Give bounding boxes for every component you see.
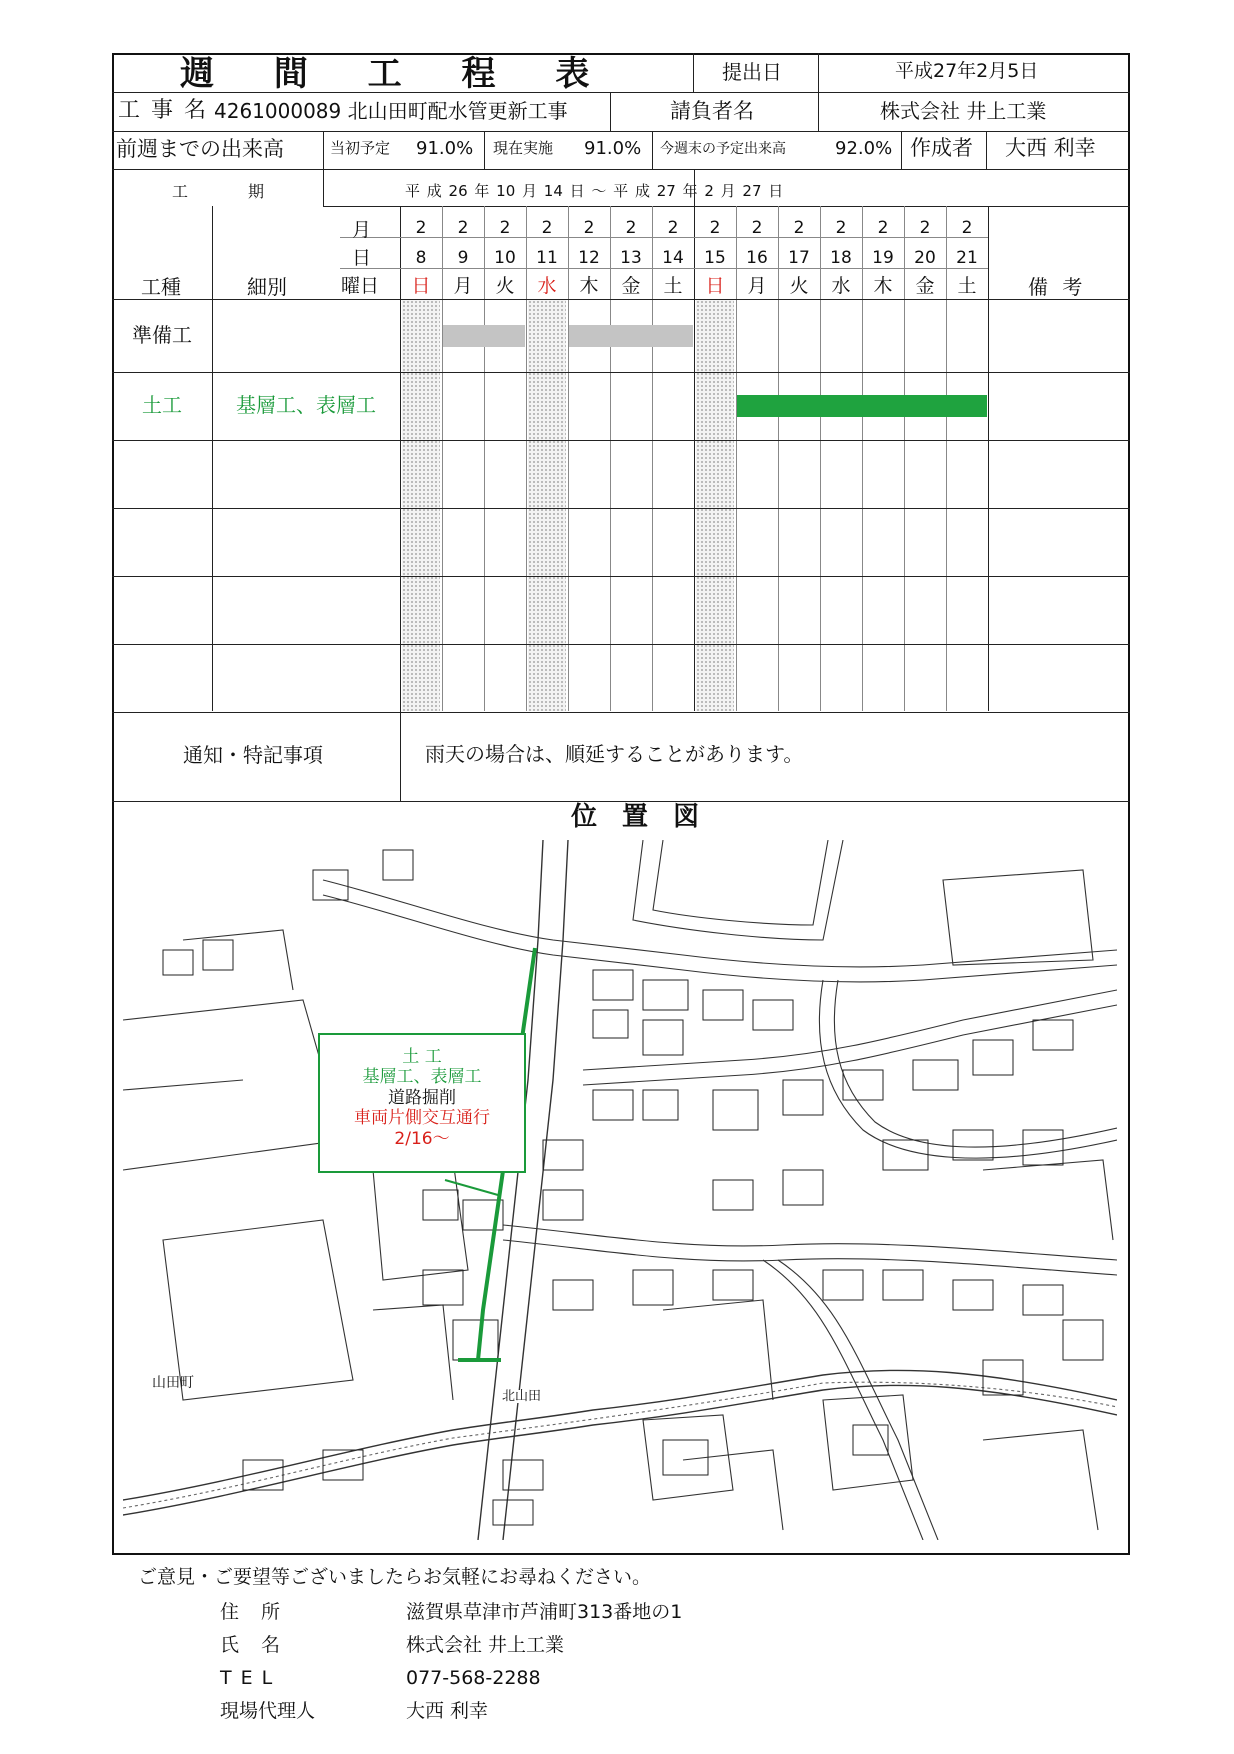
work-name-label: 工 事 名 — [118, 98, 208, 123]
remarks-column-label: 備 考 — [1028, 275, 1087, 299]
day-number: 11 — [536, 248, 558, 268]
task-row — [112, 644, 1130, 712]
period-text: 平 成 26 年 10 月 14 日 ～ 平 成 27 年 2 月 27 日 — [405, 182, 784, 200]
address-value: 滋賀県草津市芦浦町313番地の1 — [406, 1601, 683, 1623]
month-row-label: 月 — [352, 219, 372, 241]
task-detail: 基層工、表層工 — [236, 393, 376, 417]
day-weekday: 木 — [873, 275, 893, 297]
day-number: 8 — [415, 248, 427, 268]
callout-line-1: 土 工 — [402, 1047, 442, 1067]
day-month: 2 — [541, 218, 553, 238]
schedule-bar — [737, 395, 987, 417]
day-month: 2 — [793, 218, 805, 238]
day-weekday: 月 — [747, 275, 767, 297]
submit-date-label: 提出日 — [722, 60, 782, 84]
day-weekday: 土 — [957, 275, 977, 297]
callout-line-2: 基層工、表層工 — [362, 1067, 482, 1088]
day-number: 16 — [746, 248, 768, 268]
construction-callout — [318, 1033, 526, 1173]
day-month: 2 — [835, 218, 847, 238]
name-value: 株式会社 井上工業 — [406, 1634, 565, 1656]
day-month: 2 — [583, 218, 595, 238]
task-type: 準備工 — [132, 322, 192, 347]
actual-value: 91.0% — [584, 138, 642, 159]
callout-line-3: 道路掘削 — [388, 1087, 456, 1108]
notice-text: 雨天の場合は、順延することがあります。 — [425, 742, 804, 766]
day-month: 2 — [751, 218, 763, 238]
day-month: 2 — [919, 218, 931, 238]
task-row — [112, 508, 1130, 576]
day-weekday: 水 — [537, 275, 557, 297]
schedule-bar — [569, 325, 693, 347]
planned-value: 91.0% — [416, 138, 474, 159]
author-name: 大西 利幸 — [1005, 136, 1096, 160]
agent-value: 大西 利幸 — [406, 1700, 489, 1722]
day-month: 2 — [415, 218, 427, 238]
task-type: 土工 — [142, 393, 182, 417]
map-title: 位 置 図 — [571, 802, 708, 832]
map-drawing — [123, 840, 1117, 1540]
day-number: 14 — [662, 248, 684, 268]
location-map — [123, 840, 1117, 1540]
contractor-label: 請負者名 — [670, 99, 754, 123]
tel-label: TEL — [220, 1667, 282, 1689]
week-end-label: 今週末の予定出来高 — [660, 141, 786, 157]
day-weekday: 日 — [411, 275, 431, 297]
day-month: 2 — [709, 218, 721, 238]
day-weekday: 月 — [453, 275, 473, 297]
day-weekday: 木 — [579, 275, 599, 297]
name-label: 氏 名 — [220, 1634, 289, 1656]
page-title: 週 間 工 程 表 — [180, 54, 614, 94]
planned-label: 当初予定 — [330, 139, 391, 157]
author-label: 作成者 — [910, 136, 973, 160]
submit-date: 平成27年2月5日 — [895, 60, 1039, 82]
week-end-value: 92.0% — [835, 138, 893, 159]
callout-line-5: 2/16～ — [394, 1128, 450, 1149]
day-number: 13 — [620, 248, 642, 268]
day-weekday: 金 — [915, 275, 935, 297]
period-label-a: 工 — [172, 182, 189, 201]
address-label: 住 所 — [220, 1601, 289, 1623]
agent-label: 現場代理人 — [220, 1700, 316, 1722]
progress-label: 前週までの出来高 — [116, 137, 284, 161]
map-station-label: 北山田 — [502, 1389, 542, 1404]
day-number: 21 — [956, 248, 978, 268]
task-row — [112, 576, 1130, 644]
day-number: 15 — [704, 248, 726, 268]
contractor-name: 株式会社 井上工業 — [880, 99, 1047, 123]
day-month: 2 — [667, 218, 679, 238]
day-number: 19 — [872, 248, 894, 268]
day-number: 12 — [578, 248, 600, 268]
tel-value: 077-568-2288 — [406, 1667, 541, 1689]
callout-line-4: 車両片側交互通行 — [354, 1108, 490, 1129]
day-row-label: 日 — [352, 247, 372, 269]
schedule-bar — [443, 325, 525, 347]
day-weekday: 水 — [831, 275, 851, 297]
type-column-label: 工種 — [141, 275, 181, 299]
day-month: 2 — [877, 218, 889, 238]
footer-intro: ご意見・ご要望等ございましたらお気軽にお尋ねください。 — [138, 1566, 652, 1588]
day-number: 20 — [914, 248, 936, 268]
map-town-label: 山田町 — [152, 1375, 194, 1391]
day-number: 9 — [457, 248, 469, 268]
day-month: 2 — [625, 218, 637, 238]
notice-label: 通知・特記事項 — [183, 743, 323, 767]
weekday-row-label: 曜日 — [341, 275, 380, 297]
day-number: 10 — [494, 248, 516, 268]
day-month: 2 — [961, 218, 973, 238]
day-weekday: 金 — [621, 275, 641, 297]
day-weekday: 土 — [663, 275, 683, 297]
day-month: 2 — [457, 218, 469, 238]
day-number: 18 — [830, 248, 852, 268]
day-weekday: 火 — [495, 275, 515, 297]
actual-label: 現在実施 — [493, 139, 554, 157]
day-number: 17 — [788, 248, 810, 268]
period-label-b: 期 — [248, 182, 265, 201]
day-weekday: 日 — [705, 275, 725, 297]
work-name: 4261000089 北山田町配水管更新工事 — [214, 99, 568, 123]
task-row — [112, 440, 1130, 508]
detail-column-label: 細別 — [247, 275, 287, 299]
day-weekday: 火 — [789, 275, 809, 297]
day-month: 2 — [499, 218, 511, 238]
